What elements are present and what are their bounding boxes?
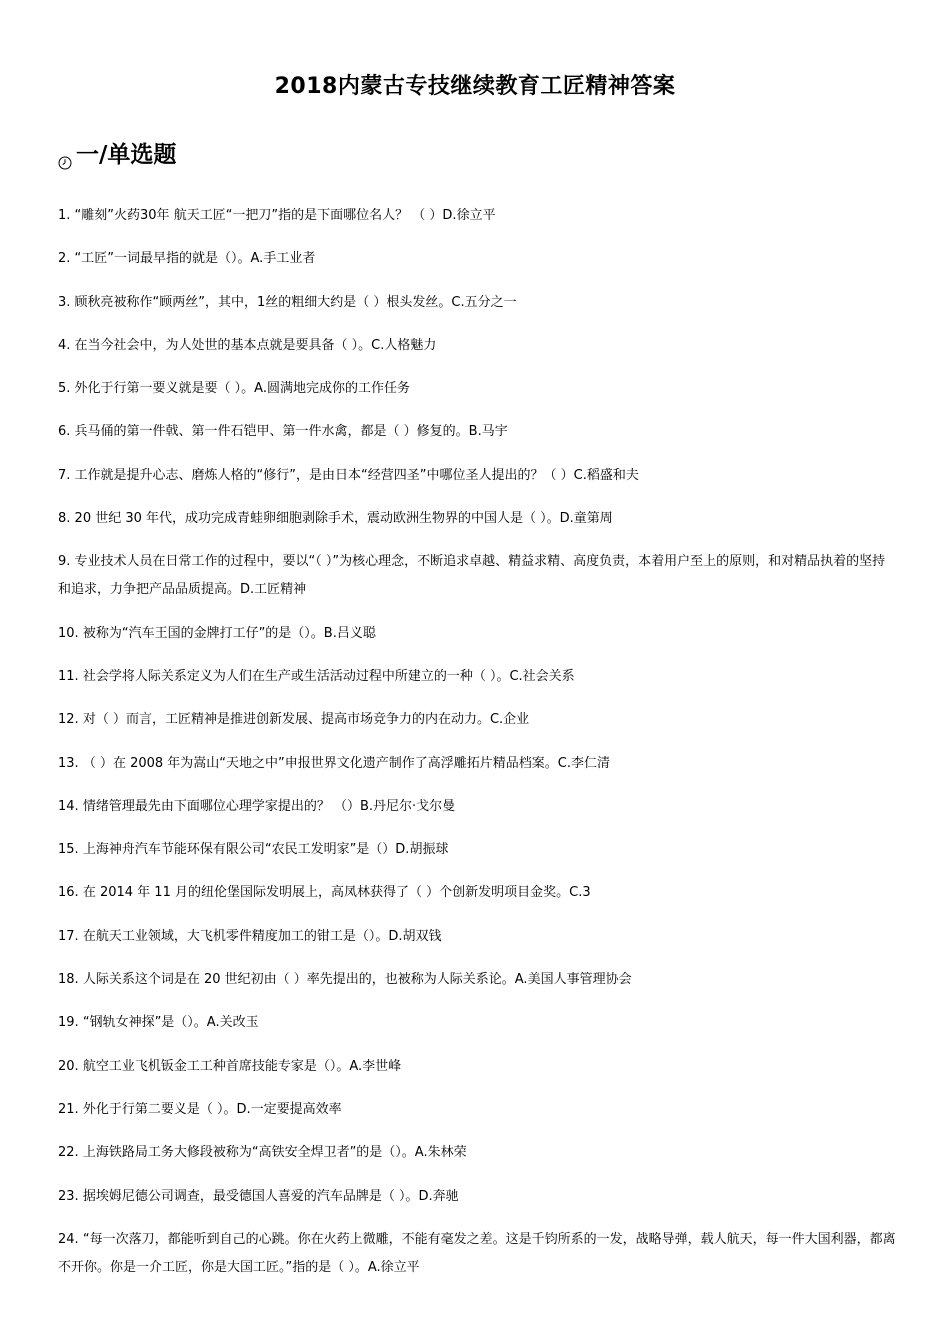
- document-title: 2018内蒙古专技继续教育工匠精神答案: [274, 74, 676, 99]
- question-number: 10.: [58, 625, 79, 641]
- question-item: [58, 706, 896, 734]
- question-item: [58, 548, 896, 604]
- question-item: [58, 663, 896, 691]
- question-number: 23.: [58, 1188, 79, 1204]
- question-text: 工作就是提升心志、磨炼人格的“修行”，是由日本“经营四圣”中哪位圣人提出的？（ ）C.稻盛和夫: [74, 467, 639, 483]
- question-text: 顾秋亮被称作“顾两丝”，其中，1丝的粗细大约是（ ）根头发丝。C.五分之一: [74, 294, 517, 310]
- question-text: 航空工业飞机钣金工工种首席技能专家是（）。A.李世峰: [82, 1058, 402, 1074]
- question-text: 在 2014 年 11 月的纽伦堡国际发明展上，高凤林获得了（ ）个创新发明项目金奖。C.3: [82, 885, 591, 901]
- question-text: 20 世纪 30 年代，成功完成青蛙卵细胞剥除手术，震动欧洲生物界的中国人是（ ）。D.童第周: [74, 511, 613, 527]
- question-text: 在航天工业领域，大飞机零件精度加工的钳工是（）。D.胡双钱: [82, 928, 442, 944]
- section-heading-text: 一/单选题: [76, 142, 177, 168]
- question-item: [58, 879, 896, 907]
- question-item: [58, 375, 896, 403]
- question-text: （ ）在 2008 年为嵩山“天地之中”申报世界文化遗产制作了高浮雕拓片精品档案。C.李仁清: [82, 755, 610, 771]
- question-text: “工匠”一词最早指的就是（）。A.手工业者: [74, 251, 316, 267]
- question-text: 上海神舟汽车节能环保有限公司“农民工发明家”是（）D.胡振球: [82, 842, 449, 858]
- question-item: [58, 462, 896, 490]
- question-item: [58, 793, 896, 821]
- question-item: [58, 1096, 896, 1124]
- question-text: “每一次落刀，都能听到自己的心跳。你在火药上微雕，不能有毫发之差。这是千钧所系的一发，战略导弹，载人航天，每一件大国利器，都离不开你。你是一介工匠，你是大国工匠。”指的是（ ）。A.徐立平: [58, 1231, 896, 1275]
- question-number: 18.: [58, 972, 79, 988]
- question-item: [58, 1226, 896, 1282]
- question-item: [58, 289, 896, 317]
- question-number: 1.: [58, 208, 71, 223]
- question-number: 15.: [58, 842, 79, 858]
- question-number: 3.: [58, 294, 71, 310]
- question-text: 被称为“汽车王国的金牌打工仔”的是（）。B.吕义聪: [82, 625, 376, 641]
- question-number: 19.: [58, 1015, 79, 1031]
- question-number: 12.: [58, 712, 79, 728]
- question-text: 兵马俑的第一件戟、第一件石铠甲、第一件水禽，都是（ ）修复的。B.马宇: [74, 424, 508, 440]
- question-number: 20.: [58, 1058, 79, 1074]
- question-number: 17.: [58, 928, 79, 944]
- question-item: [58, 418, 896, 446]
- question-number: 2.: [58, 251, 71, 267]
- question-item: [58, 1009, 896, 1037]
- question-number: 14.: [58, 798, 79, 814]
- question-item: [58, 202, 896, 230]
- question-text: 外化于行第一要义就是要（ ）。A.圆满地完成你的工作任务: [74, 381, 410, 397]
- question-number: 8.: [58, 511, 71, 527]
- question-number: 6.: [58, 424, 71, 440]
- question-text: 对（ ）而言，工匠精神是推进创新发展、提高市场竞争力的内在动力。C.企业: [82, 712, 530, 728]
- question-text: 在当今社会中，为人处世的基本点就是要具备（ ）。C.人格魅力: [74, 337, 437, 353]
- question-number: 9.: [58, 554, 71, 570]
- question-text: 上海铁路局工务大修段被称为“高铁安全焊卫者”的是（）。A.朱林荣: [82, 1145, 467, 1161]
- question-item: [58, 923, 896, 951]
- question-item: [58, 1183, 896, 1211]
- question-number: 21.: [58, 1101, 79, 1117]
- question-item: [58, 505, 896, 533]
- question-item: [58, 245, 896, 273]
- question-number: 4.: [58, 337, 71, 353]
- question-text: 人际关系这个词是在 20 世纪初由（ ）率先提出的，也被称为人际关系论。A.美国人事管理协会: [82, 972, 632, 988]
- question-item: [58, 1139, 896, 1167]
- question-text: 专业技术人员在日常工作的过程中，要以“（ ）”为核心理念，不断追求卓越、精益求精、高度负责，本着用户至上的原则，和对精品执着的坚持和追求，力争把产品品质提高。D.工匠精神: [58, 554, 886, 598]
- question-number: 7.: [58, 467, 71, 483]
- question-number: 16.: [58, 885, 79, 901]
- question-text: 社会学将人际关系定义为人们在生产或生活活动过程中所建立的一种（ ）。C.社会关系: [82, 668, 575, 684]
- question-item: [58, 1053, 896, 1081]
- question-item: [58, 836, 896, 864]
- section-heading: [58, 140, 176, 170]
- question-text: 据埃姆尼德公司调查，最受德国人喜爱的汽车品牌是（ ）。D.奔驰: [82, 1188, 459, 1204]
- question-item: [58, 620, 896, 648]
- question-number: 22.: [58, 1145, 79, 1161]
- question-text: “雕刻”火药30年 航天工匠“一把刀”指的是下面哪位名人？ （ ）D.徐立平: [74, 208, 496, 223]
- question-text: 外化于行第二要义是（ ）。D.一定要提高效率: [82, 1101, 342, 1117]
- question-item: [58, 332, 896, 360]
- question-number: 24.: [58, 1231, 79, 1247]
- question-item: [58, 966, 896, 994]
- question-number: 13.: [58, 755, 79, 771]
- question-text: 情绪管理最先由下面哪位心理学家提出的？ （）B.丹尼尔·戈尔曼: [82, 798, 456, 814]
- question-text: “钢轨女神探”是（）。A.关改玉: [82, 1015, 259, 1031]
- question-item: [58, 750, 896, 778]
- clock-icon: [58, 148, 72, 162]
- question-number: 5.: [58, 381, 71, 397]
- question-list: [58, 202, 896, 1297]
- question-number: 11.: [58, 668, 79, 684]
